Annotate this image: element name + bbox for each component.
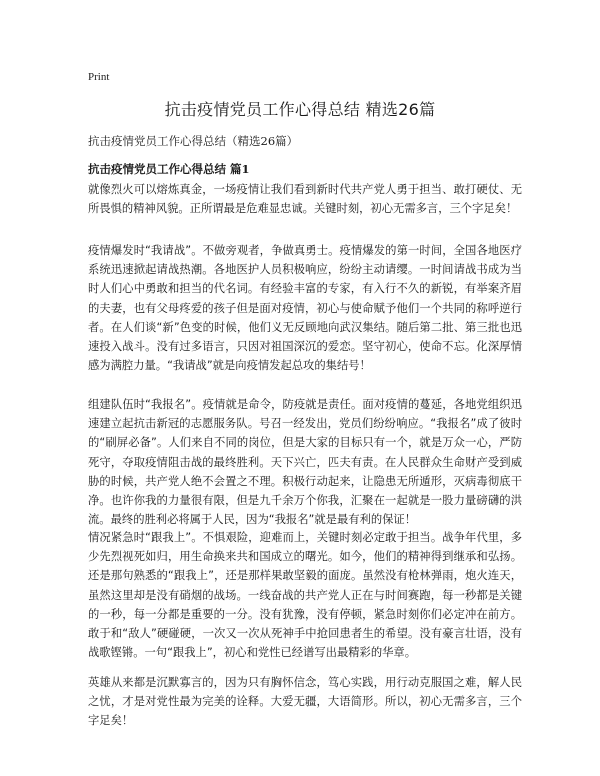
- body-paragraph-1: 就像烈火可以熔炼真金，一场疫情让我们看到新时代共产党人勇于担当、敢打硬仗、无所畏惧的精神风貌。正所谓最是危难显忠诚。关键时刻，初心无需多言，三个字足矣！: [88, 183, 522, 216]
- print-link[interactable]: Print: [88, 71, 110, 83]
- body-paragraph-5: 英雄从来都是沉默寡言的，因为只有胸怀信念，笃心实践，用行动克服国之难，解人民之忧，才是对党性最为完美的诠释。大爱无疆，大语简形。所以，初心无需多言，三个字足矣！: [88, 676, 522, 728]
- body-paragraph-4: 情况紧急时“跟我上”。不惧艰险，迎难而上，关键时刻必定敢于担当。战争年代里，多少先烈视死如归，用生命换来共和国成立的曙光。如今，他们的精神得到继承和弘扬。还是那句熟悉的“跟我上”，还是那样果敢坚毅的面庞。虽然没有枪林弹雨，炮火连天，虽然这里却是没有硝烟的战场。一线奋战的共产党人正在与时间赛跑，每一秒都是关键的一秒，每一分都是重要的一分。没有犹豫，没有停顿，紧急时刻你们必定冲在前方。敢于和“敌人”硬碰硬，一次又一次从死神手中抢回患者生的希望。没有豪言壮语，没有战歌铿锵。一句“跟我上”，初心和党性已经谱写出最精彩的华章。: [88, 531, 522, 660]
- body-paragraph-2: 疫情爆发时“我请战”。不做旁观者，争做真勇士。疫情爆发的第一时间，全国各地医疗系统迅速掀起请战热潮。各地医护人员积极响应，纷纷主动请缨。一时间请战书成为当时人们心中勇敢和担当的代名词。有经验丰富的专家，有入行不久的新锐，有举案齐眉的夫妻，也有父母疼爱的孩子但是面对疫情，初心与使命赋予他们一个共同的称呼逆行者。在人们谈“新”色变的时候，他们义无反顾地向武汉集结。随后第二批、第三批也迅速投入战斗。没有过多语言，只因对祖国深沉的爱恋。坚守初心，使命不忘。化深厚情感为满腔力量。“我请战”就是向疫情发起总攻的集结号！: [88, 244, 522, 373]
- document-subtitle: 抗击疫情党员工作心得总结（精选26篇）: [88, 134, 299, 148]
- document-title: 抗击疫情党员工作心得总结 精选26篇: [164, 100, 436, 119]
- body-paragraph-3: 组建队伍时“我报名”。疫情就是命令，防疫就是责任。面对疫情的蔓延，各地党组织迅速建立起抗击新冠的志愿服务队。号召一经发出，党员们纷纷响应。“我报名”成了彼时的“刷屏必备”。人们来自不同的岗位，但是大家的目标只有一个，就是万众一心，严防死守，夺取疫情阻击战的最终胜利。天下兴亡，匹夫有责。在人民群众生命财产受到威胁的时候，共产党人绝不会置之不理。积极行动起来，让隐患无所遁形，灭病毒彻底干净。也许你我的力量很有限，但是九千余万个你我，汇聚在一起就是一股力量磅礴的洪流。最终的胜利必将属于人民，因为“我报名”就是最有利的保证！: [88, 398, 522, 527]
- section-heading: 抗击疫情党员工作心得总结 篇1: [88, 162, 250, 176]
